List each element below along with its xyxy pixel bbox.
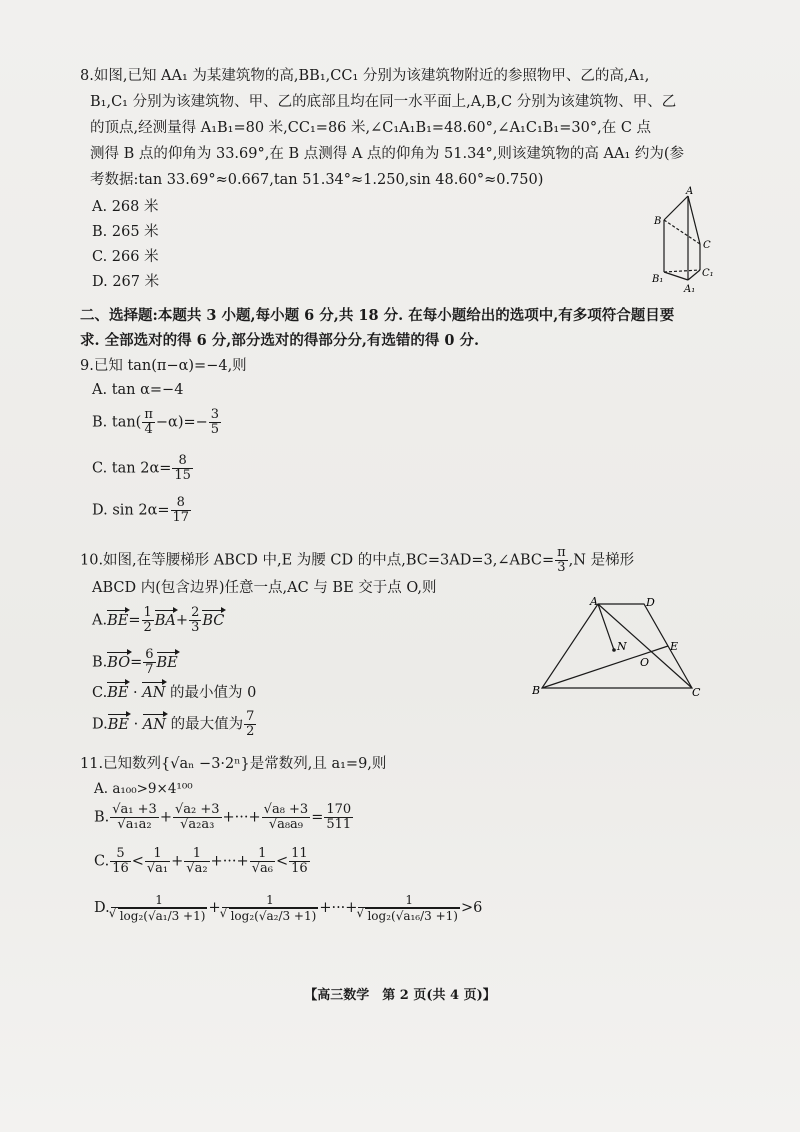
q8-label-A1: A₁ <box>684 284 696 295</box>
q8-edge-AB <box>664 196 688 220</box>
q8-line5: 考数据:tan 33.69°≈0.667,tan 51.34°≈1.250,sin 48.60°≈0.750) <box>90 172 544 188</box>
q11-option-d: D. 1 √ log₂(√a₁/3 +1) + 1 √ log₂(√a₂/3 +1) +···+ 1 √ log₂(√a₁₆/3 +1) >6 <box>94 893 482 923</box>
section2-line2: 求. 全部选对的得 6 分,部分选对的得部分分,有选错的得 0 分. <box>80 332 480 349</box>
q8-label-A: A <box>686 186 694 197</box>
q10-segment-BE <box>542 646 668 688</box>
q9-option-b: B. tan( $\frac{\pi}{4}$ −α)=− $\frac{3}{5}$ <box>92 407 220 437</box>
q11-stem: 11.已知数列{√aₙ −3·2ⁿ}是常数列,且 a₁=9,则 <box>80 756 387 772</box>
q10-label-D: D <box>646 596 655 609</box>
q8-edge-B1A1 <box>664 272 688 280</box>
q10-line2: ABCD 内(包含边界)任意一点,AC 与 BE 交于点 O,则 <box>92 580 437 596</box>
q11-option-c: C. $\frac{5}{16}$ < $\frac{1}{\text{√a₁}}$ + $\frac{1}{\text{√a₂}}$ +···+ $\frac{1}{\text{√a₆}}$ < $\frac{11}{16}$ <box>94 846 308 876</box>
q8-option-b: B. 265 米 <box>92 224 159 240</box>
q11-option-a: A. a₁₀₀>9×4¹⁰⁰ <box>94 781 193 797</box>
page-footer: 【高三数学 第 2 页(共 4 页)】 <box>304 988 496 1003</box>
q10-label-N: N <box>617 640 627 653</box>
q8-label-C: C <box>703 240 711 251</box>
q8-option-c: C. 266 米 <box>92 249 159 265</box>
q8-label-B: B <box>654 216 662 227</box>
q10-label-B: B <box>532 684 541 697</box>
q8-line3: 的顶点,经测量得 A₁B₁=80 米,CC₁=86 米,∠C₁A₁B₁=48.60°,∠A₁C₁B₁=30°,在 C 点 <box>90 120 652 136</box>
q9-stem: 9.已知 tan(π−α)=−4,则 <box>80 358 247 374</box>
q10-option-d: D.BE · AN 的最大值为 $\frac{7}{2}$ <box>92 709 255 739</box>
q8-line2: B₁,C₁ 分别为该建筑物、甲、乙的底部且均在同一水平面上,A,B,C 分别为该建筑物、甲、乙 <box>90 94 677 110</box>
q10-label-E: E <box>670 640 679 653</box>
q10-option-c: C.BE · AN 的最小值为 0 <box>92 685 257 701</box>
q8-edge-B1C1 <box>664 270 700 272</box>
q10-line1: 10.如图,在等腰梯形 ABCD 中,E 为腰 CD 的中点,BC=3AD=3,∠ABC= $\frac{\pi}{3}$ ,N 是梯形 <box>80 545 635 575</box>
q8-option-d: D. 267 米 <box>92 274 160 290</box>
q10-trapezoid-figure <box>532 594 712 704</box>
q10-label-A: A <box>590 595 598 608</box>
q8-line1: 8.如图,已知 AA₁ 为某建筑物的高,BB₁,CC₁ 分别为该建筑物附近的参照物甲、乙的高,A₁, <box>80 68 650 84</box>
q11-option-b: B. $\frac{\text{√a₁ +3}}{\text{√a₁a₂}}$ + $\frac{\text{√a₂ +3}}{\text{√a₂a₃}}$ +···+ $\frac{\text{√a₈ +3}}{\text{√a₈a₉}}$ = $\frac{170}{511}$ <box>94 802 352 832</box>
q8-building-figure <box>640 186 730 296</box>
q9-option-a: A. tan α=−4 <box>92 382 184 398</box>
q10-option-b: B.BO= $\frac{6}{7}$ BE <box>92 647 178 677</box>
q10-point-N <box>612 648 616 652</box>
q8-edge-A1C1 <box>688 270 700 280</box>
q8-label-B1: B₁ <box>652 274 664 285</box>
q9-option-d: D. sin 2α= $\frac{8}{17}$ <box>92 495 190 525</box>
q10-label-C: C <box>692 686 701 699</box>
q8-line4: 测得 B 点的仰角为 33.69°,在 B 点测得 A 点的仰角为 51.34°,则该建筑物的高 AA₁ 约为(参 <box>90 146 685 162</box>
q8-option-a: A. 268 米 <box>92 199 159 215</box>
q8-label-C1: C₁ <box>702 268 714 279</box>
q9-option-c: C. tan 2α= $\frac{8}{15}$ <box>92 453 191 483</box>
q10-label-O: O <box>640 656 650 669</box>
section2-line1: 二、选择题:本题共 3 小题,每小题 6 分,共 18 分. 在每小题给出的选项中,有多项符合题目要 <box>80 307 675 324</box>
q10-option-a: A.BE= $\frac{1}{2}$ BA+ $\frac{2}{3}$ BC <box>92 605 225 635</box>
